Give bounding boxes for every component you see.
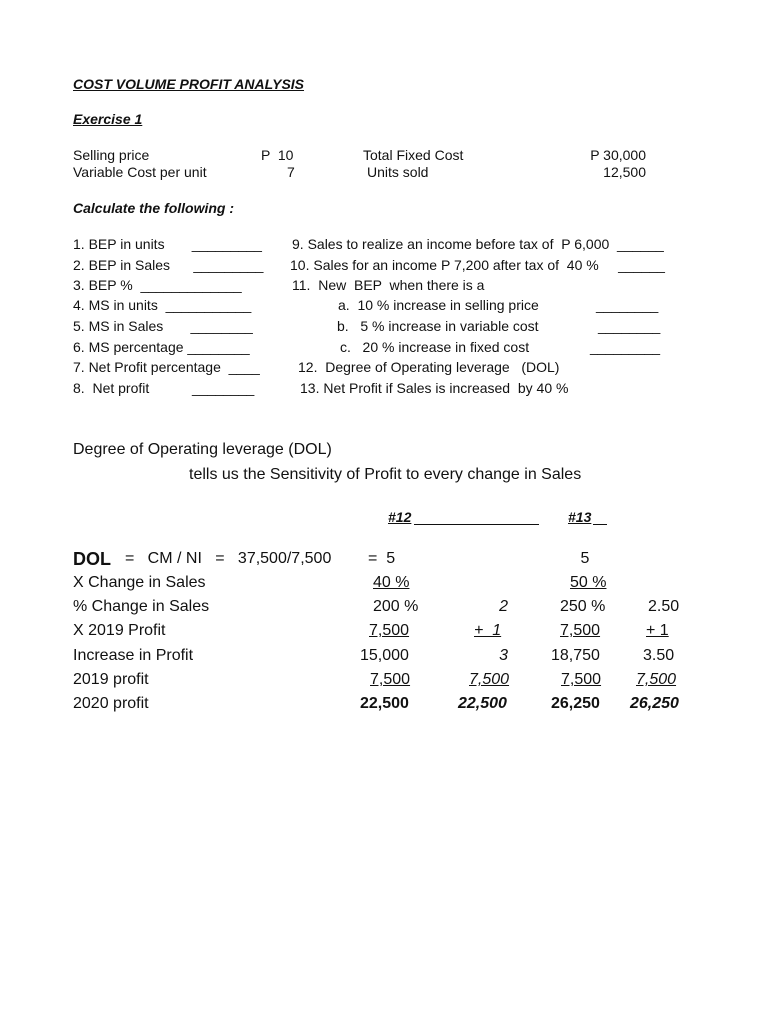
question-item: 7. Net Profit percentage ____: [73, 359, 260, 375]
row-label: 2019 profit: [73, 671, 149, 688]
row-value: 15,000: [360, 647, 409, 664]
question-item: 4. MS in units ___________: [73, 297, 252, 313]
question-item: 13. Net Profit if Sales is increased by 40 %: [300, 380, 569, 396]
question-item: 9. Sales to realize an income before tax of P 6,000 ______: [292, 236, 664, 252]
variable-cost-label: Variable Cost per unit: [73, 164, 207, 180]
question-item: 10. Sales for an income P 7,200 after tax of 40 % ______: [290, 257, 665, 273]
question-item: 2. BEP in Sales _________: [73, 257, 264, 273]
dol-subheading: tells us the Sensitivity of Profit to every change in Sales: [189, 466, 582, 483]
calculate-heading: Calculate the following :: [73, 200, 235, 216]
row-value: 2: [499, 598, 508, 615]
row-value: 3.50: [643, 647, 675, 664]
row-value: 26,250: [551, 695, 600, 712]
answer-blank: ________: [596, 297, 659, 313]
dol-value-12: = 5: [368, 550, 396, 567]
variable-cost-value: 7: [287, 164, 295, 180]
row-value: 250 %: [560, 598, 606, 615]
question-subitem: c. 20 % increase in fixed cost: [340, 339, 530, 355]
question-item: 6. MS percentage ________: [73, 339, 250, 355]
row-label: X 2019 Profit: [73, 622, 166, 639]
question-item: 8. Net profit ________: [73, 380, 255, 396]
fixed-cost-label: Total Fixed Cost: [363, 147, 464, 163]
document-title: COST VOLUME PROFIT ANALYSIS: [73, 76, 305, 92]
row-value: 7,500: [561, 671, 602, 688]
column-header-12: #12: [388, 509, 412, 525]
selling-price-label: Selling price: [73, 147, 150, 163]
dol-formula: = CM / NI = 37,500/7,500: [125, 550, 332, 567]
row-value: 50 %: [570, 574, 607, 591]
row-value: + 1: [646, 622, 669, 639]
dol-heading: Degree of Operating leverage (DOL): [73, 441, 332, 458]
row-value: 7,500: [560, 622, 601, 639]
column-header-12-underline: [414, 524, 539, 525]
row-value: + 1: [474, 622, 502, 639]
row-value: 22,500: [458, 695, 507, 712]
answer-blank: ________: [598, 318, 661, 334]
row-value: 7,500: [369, 622, 410, 639]
row-value: 22,500: [360, 695, 409, 712]
row-value: 200 %: [373, 598, 419, 615]
row-value: 2.50: [648, 598, 680, 615]
units-sold-label: Units sold: [367, 164, 429, 180]
selling-price-value: P 10: [261, 147, 294, 163]
row-value: 18,750: [551, 647, 600, 664]
question-item: 3. BEP % _____________: [73, 277, 242, 293]
question-subitem: a. 10 % increase in selling price: [338, 297, 539, 313]
row-label: 2020 profit: [73, 695, 149, 712]
question-subitem: b. 5 % increase in variable cost: [337, 318, 539, 334]
question-item: 11. New BEP when there is a: [292, 277, 485, 293]
row-value: 7,500: [636, 671, 677, 688]
question-item: 1. BEP in units _________: [73, 236, 262, 252]
column-header-13: #13: [568, 509, 592, 525]
row-value: 3: [499, 647, 508, 664]
units-sold-value: 12,500: [603, 164, 646, 180]
question-item: 12. Degree of Operating leverage (DOL): [298, 359, 560, 375]
question-item: 5. MS in Sales ________: [73, 318, 253, 334]
row-value: 40 %: [373, 574, 410, 591]
row-label: Increase in Profit: [73, 647, 194, 664]
dol-value-13: 5: [580, 550, 590, 567]
row-value: 7,500: [370, 671, 411, 688]
row-value: 26,250: [630, 695, 679, 712]
exercise-label: Exercise 1: [73, 111, 143, 127]
row-label: X Change in Sales: [73, 574, 206, 591]
dol-label: DOL: [73, 549, 111, 569]
row-label: % Change in Sales: [73, 598, 210, 615]
answer-blank: _________: [590, 339, 661, 355]
fixed-cost-value: P 30,000: [590, 147, 646, 163]
row-value: 7,500: [469, 671, 510, 688]
column-header-13-underline: [593, 524, 607, 525]
